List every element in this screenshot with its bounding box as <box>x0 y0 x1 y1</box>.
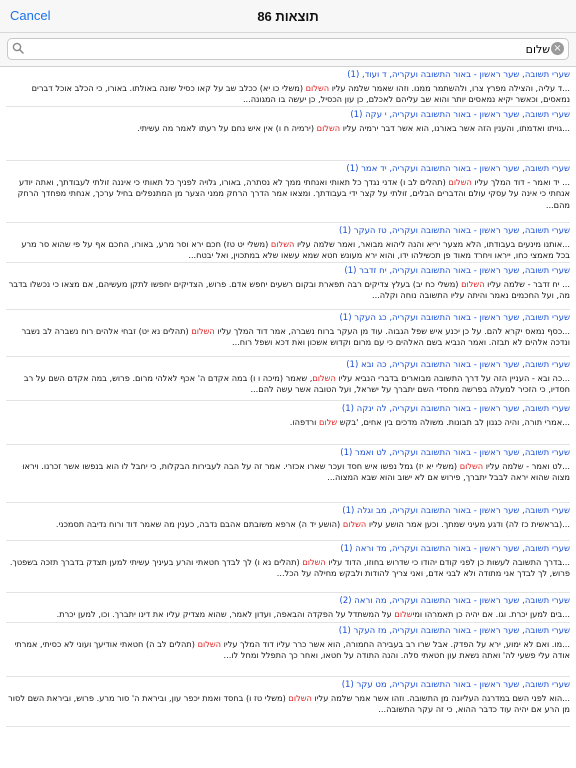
snippet-text: (תהלים נא יט) זבחי אלהים רוח נשברה לב נשבר ונדכה אלהים לא תבזה. ואמר הנביא בשם האלהים כי עם מרום וקדוש אשכון ואת דכא ושפל רוח... <box>21 326 570 348</box>
result-snippet <box>6 326 570 349</box>
snippet-text: (תהלים נא ו) לך לבדך חטאתי והרע בעיניך עשיתי למען תצדק בדברך תזכה בשפטך. פרוש, לך לבדך אני מתודה ולא לבני אדם, ואני צריך להודות ולבקש מחילה על הכל... <box>9 557 570 579</box>
search-input[interactable] <box>26 39 550 59</box>
result-title: שערי תשובה, שער ראשון - באור התשובה ועקריה, מז העקר (1) <box>338 626 570 636</box>
result-snippet <box>6 609 570 620</box>
result-snippet <box>6 693 570 716</box>
search-term-highlight: שלום <box>394 609 413 619</box>
snippet-text: (משלי יט טז) חכם ירא וסר מרע, באורו, החכם אף על פי שהוא סר מרע בכל מאמצי כחו, ייראו ויחרד מאוד פן תכשילהו ידו, והוא ירא מעונש חטא שמא עשאו שלא במתכוין, ואל יבטח... <box>21 239 570 261</box>
search-term-highlight: השלום <box>459 461 484 471</box>
snippet-text: (משלי כח יב) בעלץ צדיקים רבה תפארת ובקום רשעים יחפש אדם. פרוש, הצדיקים יחפשו לתקן מעשיהם, אם מצאו כי נכשלו בדבר מה, ועל החכמים נאמר והיתה עליו התשובה נוחה וקלה... <box>8 279 570 301</box>
search-field[interactable] <box>7 38 569 60</box>
snippet-text: ...כה ובא - העניין הזה על דרך התשובה מבוארים בדברי הנביא עליו <box>335 373 570 383</box>
snippet-text: (משלי טז ו) בחסד ואמת יכפר עון, וביראת ה' סור מרע. פרוש, וביראת השם לסור מן הרע אם יהיה עוד כדבר ההוא, כי זה עקר התשובה... <box>8 693 570 715</box>
snippet-text: (משלי כו יא) ככלב שב על קאו כסיל שונה באולתו. באורו, כי הכלב אוכל דברים נמאסים, וכאשר יקיא נמאסים יותר והוא שב עליהם לאכלם, כן עון הכסיל, כן יעשה בו המגונה... <box>31 83 570 105</box>
snippet-text: ...בים למען יכרת. וגו. אם יהיה כן תאמרהו ומי <box>412 609 570 619</box>
snippet-text: (הושע יד ה) ארפא משובתם אהבם נדבה, כענין מה שאמר דוד ורוח נדיבה תסמכני. <box>55 519 343 529</box>
snippet-text: על המשתדל על הפקדה והבאפה, ועדון לאמר, שהוא מצדיק עליו את דינו יתברך. וכו, למען יכרת. <box>56 609 395 619</box>
snippet-text: ...בדרך התשובה לעשות כן לפני קודם יהודו כי שדרוש בחוזו, הדוד עליו <box>325 557 570 567</box>
clear-search-icon[interactable]: × <box>551 42 564 55</box>
snippet-text: ...מו. ואם לא ימוע, ירא על הפדק. אבל שרו רב בעבירה החמורה, הוא אשר כרר עליו דוד המלך עליו <box>221 639 570 649</box>
result-title: שערי תשובה, שער ראשון - באור התשובה ועקריה, מב וגלה (1) <box>342 506 570 516</box>
result-title: שערי תשובה, שער ראשון - באור התשובה ועקריה, לה ינקה (1) <box>341 404 570 414</box>
search-term-highlight: השלום <box>197 639 222 649</box>
snippet-text: ...אמרי תורה, והיה כגנון לב תבונות. משולה מדכים בין אחים, 'בקש <box>337 417 570 427</box>
result-row[interactable] <box>6 503 570 541</box>
result-snippet <box>6 83 570 106</box>
result-snippet <box>6 279 570 302</box>
result-snippet <box>6 373 570 396</box>
search-term-highlight: השלום <box>305 83 330 93</box>
result-row[interactable] <box>6 623 570 677</box>
result-row[interactable] <box>6 161 570 223</box>
navigation-bar <box>0 0 576 33</box>
snippet-text: ...אותנו מינעים בעבודתו, הלא מצער יריא והנה ליהוא מבואר, ואמר שלמה עליו <box>294 239 570 249</box>
result-title: שערי תשובה, שער ראשון - באור התשובה ועקריה, מד וראה (1) <box>340 544 570 554</box>
search-term-highlight: השלום <box>448 177 472 187</box>
result-title: שערי תשובה, שער ראשון - באור התשובה ועקריה, כה ובא (1) <box>346 360 570 370</box>
snippet-text: ...לט ואמר - שלמה עליו <box>483 461 570 471</box>
snippet-text: ...ד עליה, והצילה מפרץ צרו, ולהשתמר ממנו. וזהו שאמר שלמה עליו <box>329 83 570 93</box>
result-snippet <box>6 557 570 580</box>
snippet-text: ...גויתו ואדמתו, והענין הזה אשר באורנו, הוא אשר דבר ירמיה עליו <box>340 123 570 133</box>
result-row[interactable] <box>6 541 570 593</box>
snippet-text: (תהלים לב ו) אדני נגדך כל תאותי ואנחתי ממך לא נסתרה, באורו, גלויה לפניך כל תאותי כי איננה זולתי לעבודתך, ואתה יודע אנחתי כי אינה על עסקי עולם והדברים הבלים, זולתי על קצר ידי בעבודתך. ומצאו אמר הדרך הרחק ממני הצער מן המתנפלים בחיל ערכך, אנחתי מפחדך הרחק מהם... <box>17 177 570 210</box>
result-snippet <box>6 417 570 428</box>
result-snippet <box>6 639 570 662</box>
result-snippet <box>6 177 570 211</box>
result-row[interactable] <box>6 357 570 401</box>
result-row[interactable] <box>6 310 570 357</box>
result-row[interactable] <box>6 263 570 310</box>
search-term-highlight: השלום <box>302 557 326 567</box>
result-snippet <box>6 123 570 134</box>
search-term-highlight: השלום <box>288 693 312 703</box>
snippet-text: ורדפהו. <box>289 417 320 427</box>
result-row[interactable] <box>6 67 570 107</box>
snippet-text: (משלי יא יז) גמל נפשו איש חסד ועכר שארו אכזרי. אמר זה על הבה לעבירות הבקלות, כי יחבל לו הוא בנפשו אשר זכרנו. ויראו מצוה שהוא יראה לבבל יתברך, פירוש אם לא ישוב והוא שבא המצוה... <box>22 461 570 483</box>
snippet-text: ...כסף נמאס יקרא להם. על כן יכנע איש שפל הגבוה. עוד מן העקר ברוח נשברה, אמר דוד המלך עליו <box>214 326 570 336</box>
search-term-highlight: השלום <box>270 239 295 249</box>
result-row[interactable] <box>6 677 570 727</box>
result-title: שערי תשובה, שער ראשון - באור התשובה ועקריה, לט ואמר (1) <box>340 448 570 458</box>
search-icon <box>12 42 24 54</box>
snippet-text: ...הוא לפני השם במדרגה העליונה מן התשובה. וזהו אשר אמר שלמה עליו <box>311 693 570 703</box>
result-row[interactable] <box>6 223 570 263</box>
search-term-highlight: השלום <box>316 123 341 133</box>
result-title: שערי תשובה, שער ראשון - באור התשובה ועקריה, י עקה (1) <box>350 110 570 120</box>
snippet-text: (ירמיה ח ו) אין איש נחם על רעתו לאמר מה עשיתי. <box>137 123 317 133</box>
result-title: שערי תשובה, שער ראשון - באור התשובה ועקריה, מה וראה (2) <box>339 596 570 606</box>
cancel-button[interactable]: Cancel <box>10 8 51 23</box>
result-title: שערי תשובה, שער ראשון - באור התשובה ועקריה, יד אמר (1) <box>346 164 570 174</box>
snippet-text: , שאמר (מיכה ו ו) במה אקדם ה' אכף לאלהי מרום. פרוש, במה אקדם השם על רב חסדיו, כי הזכיר למעלה בפרשה מחסדי השם יתברך על ישראל, ועל הטובה אשר עשה להם... <box>23 373 570 395</box>
result-row[interactable] <box>6 445 570 503</box>
result-row[interactable] <box>6 107 570 161</box>
snippet-text: (תהלים לב ה) חטאתי אודיעך ועוני לא כסיתי, אמרתי אודה עלי פשעי לה' ואתה נשאת עון חטאתי סלה. והנה התודה על חטאו, ואחר כך התפלל ומחל לו... <box>14 639 570 661</box>
result-snippet <box>6 519 570 530</box>
result-row[interactable] <box>6 401 570 445</box>
search-term-highlight: השלום <box>461 279 485 289</box>
search-bar <box>0 33 576 67</box>
result-title: שערי תשובה, שער ראשון - באור התשובה ועקריה, טז העקר (1) <box>339 226 570 236</box>
search-term-highlight: השלום <box>342 519 367 529</box>
result-title: שערי תשובה, שער ראשון - באור התשובה ועקריה, ד ועוד, (1) <box>347 70 570 80</box>
search-term-highlight: השלום <box>312 373 336 383</box>
result-title: שערי תשובה, שער ראשון - באור התשובה ועקריה, יח זדבר (1) <box>344 266 570 276</box>
snippet-text: ...(בראשית כז לה) ודגע מעיני שמתך. וכען אמר הושע עליו <box>366 519 570 529</box>
result-title: שערי תשובה, שער ראשון - באור התשובה ועקריה, כג העקר (1) <box>339 313 570 323</box>
search-term-highlight: שלום <box>319 417 338 427</box>
snippet-text: ... יד ואמר - דוד המלך עליו <box>471 177 570 187</box>
result-snippet <box>6 461 570 484</box>
search-term-highlight: השלום <box>191 326 215 336</box>
result-title: שערי תשובה, שער ראשון - באור התשובה ועקריה, מט עקר (1) <box>341 680 570 690</box>
snippet-text: ... יח זדבר - שלמה עליו <box>484 279 570 289</box>
results-list <box>0 67 576 727</box>
result-row[interactable] <box>6 593 570 623</box>
result-snippet <box>6 239 570 262</box>
page-title: 86 תוצאות <box>257 8 319 24</box>
